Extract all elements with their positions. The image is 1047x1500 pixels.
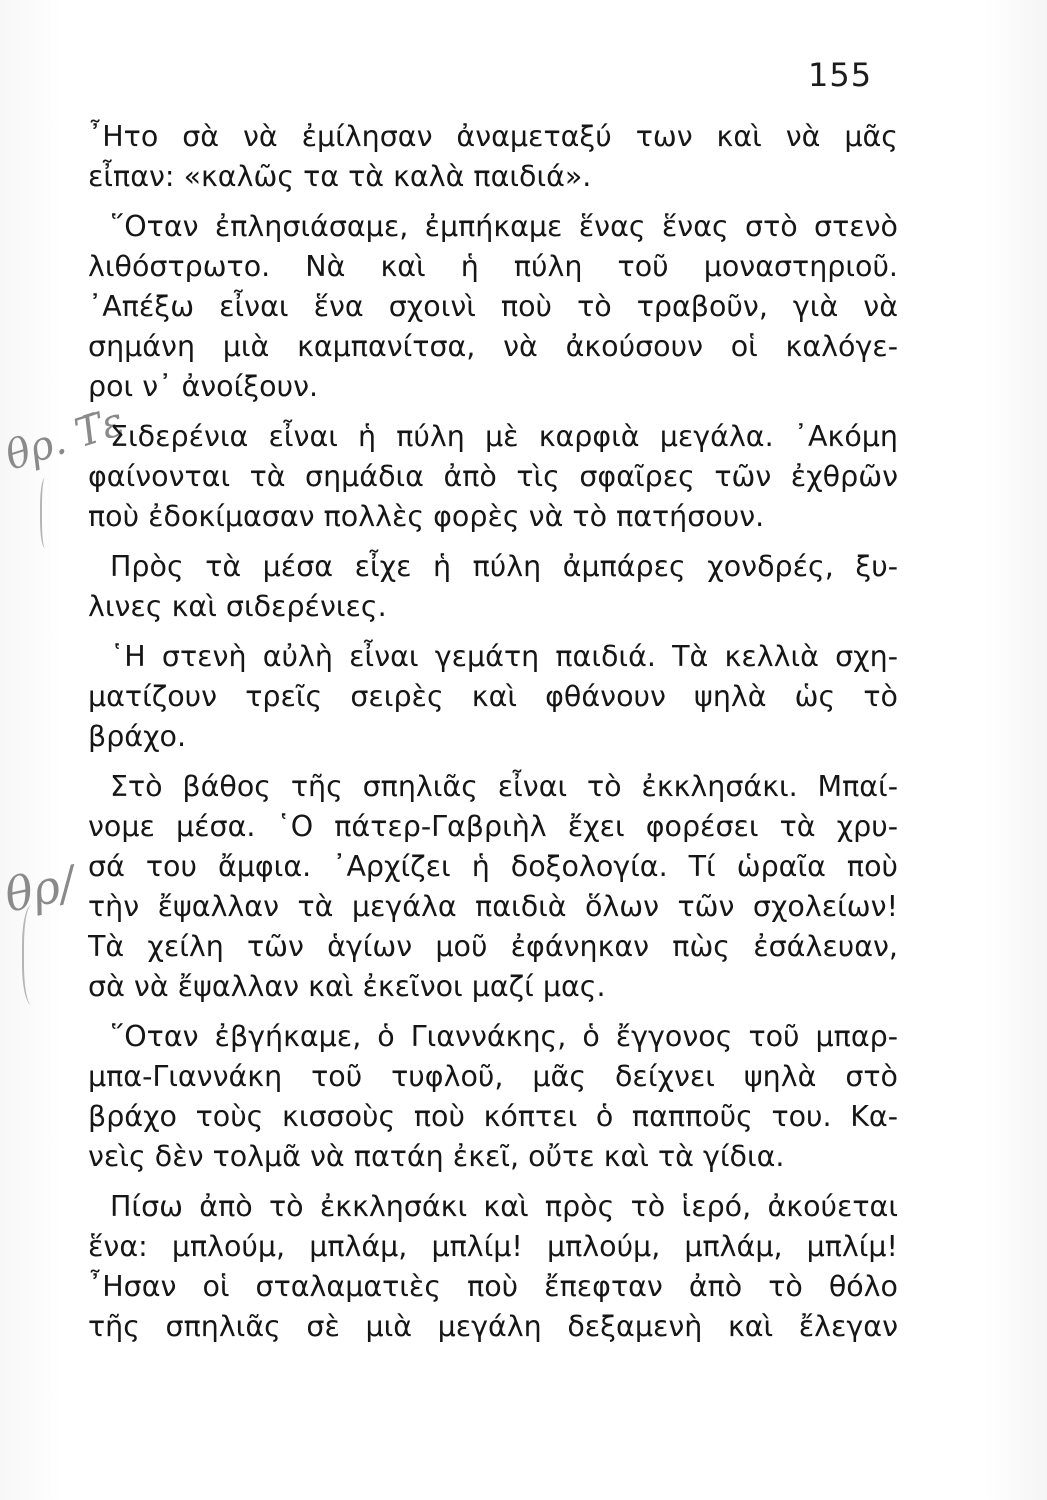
text-line: σά του ἄμφια. ᾿Αρχίζει ἡ δοξολογία. Τί ὡραῖα ποὺ	[88, 850, 898, 883]
text-line: βράχο.	[88, 720, 187, 753]
text-line: φαίνονται τὰ σημάδια ἀπὸ τὶς σφαῖρες τῶν ἐχθρῶν	[88, 460, 898, 493]
text-line: Πίσω ἀπὸ τὸ ἐκκλησάκι καὶ πρὸς τὸ ἱερό, ἀκούεται	[110, 1190, 898, 1223]
text-line: σὰ νὰ ἔψαλλαν καὶ ἐκεῖνοι μαζί μας.	[88, 970, 606, 1003]
text-line: ῞Οταν ἐπλησιάσαμε, ἐμπήκαμε ἕνας ἕνας στὸ στενὸ	[110, 210, 898, 243]
text-line: νεὶς δὲν τολμᾶ νὰ πατάη ἐκεῖ, οὔτε καὶ τὰ γίδια.	[88, 1140, 785, 1173]
text-line: Τὰ χείλη τῶν ἁγίων μοῦ ἐφάνηκαν πὼς ἐσάλευαν,	[88, 930, 898, 963]
pencil-bracket-mark	[40, 478, 52, 548]
text-line: λινες καὶ σιδερένιες.	[88, 590, 387, 623]
text-line: ματίζουν τρεῖς σειρὲς καὶ φθάνουν ψηλὰ ὡς τὸ	[88, 680, 898, 713]
pencil-bracket-mark	[22, 905, 46, 1005]
page-number: 155	[808, 56, 873, 94]
text-line: λιθόστρωτο. Νὰ καὶ ἡ πύλη τοῦ μοναστηριοῦ.	[88, 250, 898, 283]
text-line: ροι ν᾿ ἀνοίξουν.	[88, 370, 319, 403]
text-line: σημάνη μιὰ καμπανίτσα, νὰ ἀκούσουν οἱ καλόγε-	[88, 330, 898, 363]
text-line: ῞Οταν ἐβγήκαμε, ὁ Γιαννάκης, ὁ ἔγγονος τοῦ μπαρ-	[110, 1020, 898, 1053]
text-line: τῆς σπηλιᾶς σὲ μιὰ μεγάλη δεξαμενὴ καὶ ἔλεγαν	[88, 1310, 898, 1343]
text-line: ῾Η στενὴ αὐλὴ εἶναι γεμάτη παιδιά. Τὰ κελλιὰ σχη-	[110, 640, 898, 673]
text-line: ᾿Απέξω εἶναι ἕνα σχοινὶ ποὺ τὸ τραβοῦν, γιὰ νὰ	[88, 290, 898, 323]
text-line: ῏Ητο σὰ νὰ ἐμίλησαν ἀναμεταξύ των καὶ νὰ μᾶς	[88, 120, 898, 153]
text-line: βράχο τοὺς κισσοὺς ποὺ κόπτει ὁ παπποῦς του. Κα-	[88, 1100, 898, 1133]
text-line: Στὸ βάθος τῆς σπηλιᾶς εἶναι τὸ ἐκκλησάκι. Μπαί-	[110, 770, 898, 803]
text-line: ποὺ ἐδοκίμασαν πολλὲς φορὲς νὰ τὸ πατήσουν.	[88, 500, 765, 533]
text-line: Σιδερένια εἶναι ἡ πύλη μὲ καρφιὰ μεγάλα. ᾿Ακόμη	[110, 420, 898, 453]
text-line: ἕνα: μπλούμ, μπλάμ, μπλίμ! μπλούμ, μπλάμ, μπλίμ!	[88, 1230, 898, 1263]
text-line: νομε μέσα. ῾Ο πάτερ-Γαβριὴλ ἔχει φορέσει τὰ χρυ-	[88, 810, 898, 843]
text-line: Πρὸς τὰ μέσα εἶχε ἡ πύλη ἀμπάρες χονδρές, ξυ-	[110, 550, 898, 583]
text-line: ῏Ησαν οἱ σταλαματιὲς ποὺ ἔπεφταν ἀπὸ τὸ θόλο	[88, 1270, 898, 1303]
handwritten-margin-note: θρ/	[0, 855, 80, 923]
text-line: εἶπαν: «καλῶς τα τὰ καλὰ παιδιά».	[88, 160, 592, 193]
text-line: μπα-Γιαννάκη τοῦ τυφλοῦ, μᾶς δείχνει ψηλὰ στὸ	[88, 1060, 898, 1093]
handwritten-margin-note: θρ. Τ̄ε	[0, 398, 130, 480]
text-line: τὴν ἔψαλλαν τὰ μεγάλα παιδιὰ ὅλων τῶν σχολείων!	[88, 890, 898, 923]
